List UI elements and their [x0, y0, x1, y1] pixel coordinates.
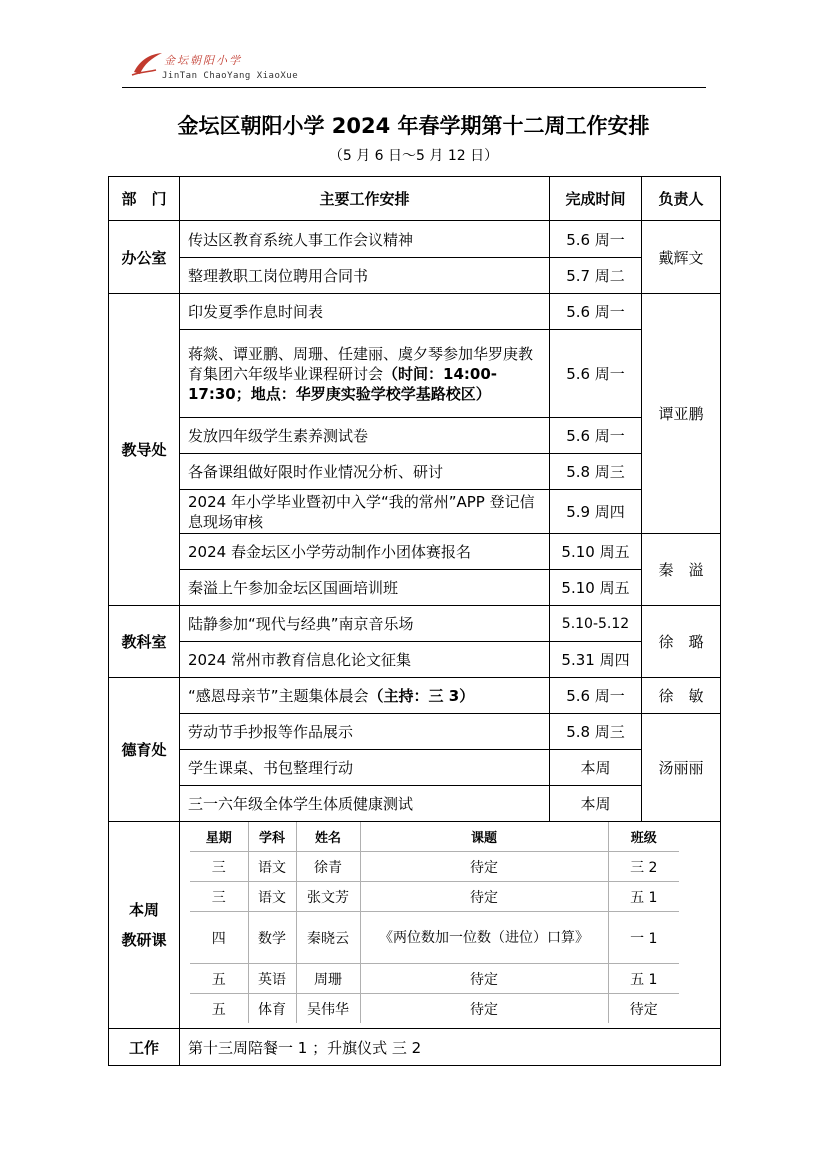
logo-chinese-text: 金坛朝阳小学: [164, 54, 242, 67]
header-time: 完成时间: [550, 177, 642, 221]
class-cell: 五 1: [608, 964, 679, 994]
task-text: 蒋燚、谭亚鹏、周珊、任建丽、虞夕琴参加华罗庚教育集团六年级毕业课程研讨会: [188, 344, 534, 383]
dept-office: 办公室: [109, 221, 180, 294]
col-class: 班级: [608, 822, 679, 852]
lessons-cell: [180, 822, 721, 1029]
task-cell: 各备课组做好限时作业情况分析、研讨: [180, 454, 550, 490]
task-cell: 整理教职工岗位聘用合同书: [180, 258, 550, 294]
task-text: “感恩母亲节”主题集体晨会: [188, 687, 369, 705]
task-cell: 发放四年级学生素养测试卷: [180, 418, 550, 454]
table-row: [109, 534, 721, 570]
task-cell: 秦溢上午参加金坛区国画培训班: [180, 570, 550, 606]
page-title: 金坛区朝阳小学 2024 年春学期第十二周工作安排: [177, 114, 650, 138]
lessons-header-row: [190, 822, 679, 852]
subject-cell: 数学: [248, 912, 296, 964]
task-cell: [180, 678, 550, 714]
subject-cell: 语文: [248, 852, 296, 882]
col-day: 星期: [190, 822, 248, 852]
dept-lessons-line1: 本周: [128, 901, 159, 919]
table-row: [109, 330, 721, 418]
work-row: [109, 1029, 721, 1066]
time-cell: 5.6 周一: [550, 418, 642, 454]
day-cell: 四: [190, 912, 248, 964]
lessons-table: [190, 822, 679, 1023]
subject-cell: 体育: [248, 994, 296, 1024]
lesson-row: [190, 852, 679, 882]
owner-cell: 谭亚鹏: [642, 294, 721, 534]
dept-lessons: [109, 822, 180, 1029]
topic-cell: 待定: [360, 964, 608, 994]
task-cell: [180, 330, 550, 418]
col-subject: 学科: [248, 822, 296, 852]
time-cell: 本周: [550, 750, 642, 786]
day-cell: 三: [190, 882, 248, 912]
logo-english-text: JinTan ChaoYang XiaoXue: [162, 71, 299, 81]
class-cell: 三 2: [608, 852, 679, 882]
col-teacher: 姓名: [296, 822, 360, 852]
table-row: [109, 714, 721, 750]
teacher-cell: 周珊: [296, 964, 360, 994]
table-row: [109, 258, 721, 294]
lesson-row: [190, 964, 679, 994]
table-header-row: [109, 177, 721, 221]
school-logo: [130, 50, 300, 86]
topic-cell: 待定: [360, 882, 608, 912]
class-cell: 五 1: [608, 882, 679, 912]
table-row: [109, 642, 721, 678]
time-cell: 5.7 周二: [550, 258, 642, 294]
day-cell: 五: [190, 994, 248, 1024]
time-cell: 5.8 周三: [550, 714, 642, 750]
subject-cell: 英语: [248, 964, 296, 994]
table-row: [109, 606, 721, 642]
table-row: [109, 750, 721, 786]
table-row: [109, 570, 721, 606]
lessons-row: [109, 822, 721, 1029]
task-cell: 三一六年级全体学生体质健康测试: [180, 786, 550, 822]
schedule-table: [108, 176, 721, 1066]
time-cell: 5.8 周三: [550, 454, 642, 490]
teacher-cell: 秦晓云: [296, 912, 360, 964]
swoosh-icon: [130, 50, 164, 78]
class-cell: 待定: [608, 994, 679, 1024]
time-cell: 5.6 周一: [550, 678, 642, 714]
topic-cell: 待定: [360, 852, 608, 882]
time-cell: 5.10 周五: [550, 570, 642, 606]
day-cell: 三: [190, 852, 248, 882]
table-row: [109, 678, 721, 714]
table-row: [109, 490, 721, 534]
time-cell: 5.6 周一: [550, 294, 642, 330]
lesson-row: [190, 882, 679, 912]
owner-cell: 徐 敏: [642, 678, 721, 714]
dept-moral: 德育处: [109, 678, 180, 822]
teacher-cell: 徐青: [296, 852, 360, 882]
time-cell: 5.9 周四: [550, 490, 642, 534]
task-cell: 劳动节手抄报等作品展示: [180, 714, 550, 750]
lesson-row: [190, 912, 679, 964]
time-cell: 5.10-5.12: [550, 606, 642, 642]
time-cell: 本周: [550, 786, 642, 822]
table-row: [109, 294, 721, 330]
task-cell: 传达区教育系统人事工作会议精神: [180, 221, 550, 258]
task-cell: 2024 春金坛区小学劳动制作小团体赛报名: [180, 534, 550, 570]
dept-research: 教科室: [109, 606, 180, 678]
time-cell: 5.31 周四: [550, 642, 642, 678]
owner-cell: 汤丽丽: [642, 714, 721, 822]
task-cell: 2024 年小学毕业暨初中入学“我的常州”APP 登记信息现场审核: [180, 490, 550, 534]
col-topic: 课题: [360, 822, 608, 852]
header-owner: 负责人: [642, 177, 721, 221]
table-row: [109, 418, 721, 454]
dept-lessons-line2: 教研课: [121, 931, 167, 949]
time-cell: 5.10 周五: [550, 534, 642, 570]
topic-cell: 待定: [360, 994, 608, 1024]
table-row: [109, 221, 721, 258]
lesson-row: [190, 994, 679, 1024]
task-cell: 陆静参加“现代与经典”南京音乐场: [180, 606, 550, 642]
header-divider: [122, 87, 706, 88]
owner-cell: 戴辉文: [642, 221, 721, 294]
table-row: [109, 786, 721, 822]
dept-teaching: 教导处: [109, 294, 180, 606]
teacher-cell: 吴伟华: [296, 994, 360, 1024]
owner-cell: 徐 璐: [642, 606, 721, 678]
date-range: （5 月 6 日～5 月 12 日）: [328, 148, 499, 164]
header-dept: 部 门: [109, 177, 180, 221]
owner-cell: 秦 溢: [642, 534, 721, 606]
day-cell: 五: [190, 964, 248, 994]
table-row: [109, 454, 721, 490]
work-cell: 第十三周陪餐一 1 ；升旗仪式 三 2: [180, 1029, 721, 1066]
header-task: 主要工作安排: [180, 177, 550, 221]
teacher-cell: 张文芳: [296, 882, 360, 912]
task-cell: 2024 常州市教育信息化论文征集: [180, 642, 550, 678]
dept-work: 工作: [109, 1029, 180, 1066]
subject-cell: 语文: [248, 882, 296, 912]
task-cell: 印发夏季作息时间表: [180, 294, 550, 330]
task-detail-bold: （主持：三 3）: [368, 687, 475, 705]
class-cell: 一 1: [608, 912, 679, 964]
time-cell: 5.6 周一: [550, 330, 642, 418]
task-detail-bold: （时间：14:00-17:30；地点：华罗庚实验学校学基路校区）: [188, 364, 497, 403]
topic-cell: 《两位数加一位数（进位）口算》: [360, 912, 608, 964]
time-cell: 5.6 周一: [550, 221, 642, 258]
task-cell: 学生课桌、书包整理行动: [180, 750, 550, 786]
